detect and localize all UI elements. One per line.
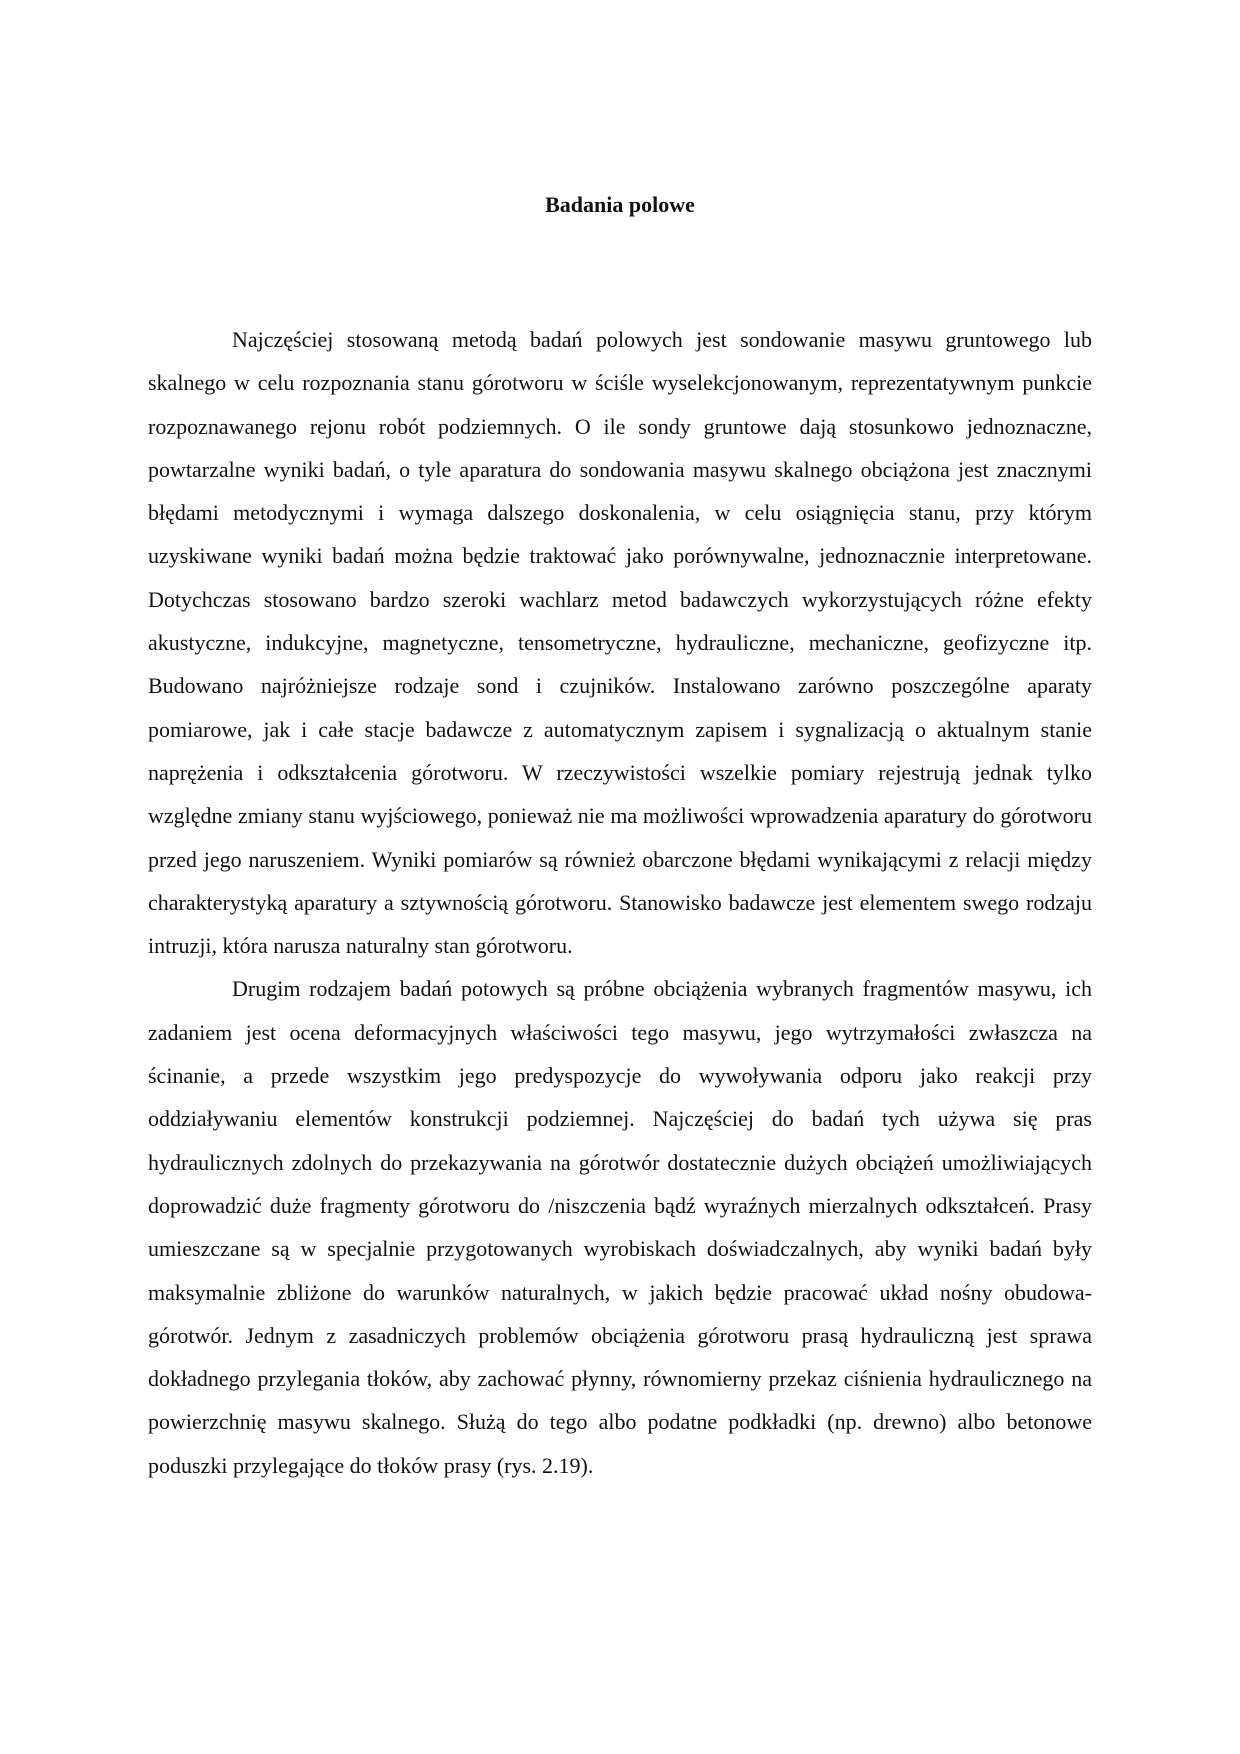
document-body bbox=[148, 318, 1092, 1487]
paragraph-1: Najczęściej stosowaną metodą badań polowych jest sondowanie masywu gruntowego lub skalnego w celu rozpoznania stanu górotworu w ściśle wyselekcjonowanym, reprezentatywnym punkcie rozpoznawanego rejonu robót podziemnych. O ile sondy gruntowe dają stosunkowo jednoznaczne, powtarzalne wyniki badań, o tyle aparatura do sondowania masywu skalnego obciążona jest znacznymi błędami metodycznymi i wymaga dalszego doskonalenia, w celu osiągnięcia stanu, przy którym uzyskiwane wyniki badań można będzie traktować jako porównywalne, jednoznacznie interpretowane. Dotychczas stosowano bardzo szeroki wachlarz metod badawczych wykorzystujących różne efekty akustyczne, indukcyjne, magnetyczne, tensometryczne, hydrauliczne, mechaniczne, geofizyczne itp. Budowano najróżniejsze rodzaje sond i czujników. Instalowano zarówno poszczególne aparaty pomiarowe, jak i całe stacje badawcze z automatycznym zapisem i sygnalizacją o aktualnym stanie naprężenia i odkształcenia górotworu. W rzeczywistości wszelkie pomiary rejestrują jednak tylko względne zmiany stanu wyjściowego, ponieważ nie ma możliwości wprowadzenia aparatury do górotworu przed jego naruszeniem. Wyniki pomiarów są również obarczone błędami wynikającymi z relacji między charakterystyką aparatury a sztywnością górotworu. Stanowisko badawcze jest elementem swego rodzaju intruzji, która narusza naturalny stan górotworu. bbox=[148, 327, 1092, 959]
paragraph-2: Drugim rodzajem badań potowych są próbne obciążenia wybranych fragmentów masywu, ich zadaniem jest ocena deformacyjnych właściwości tego masywu, jego wytrzymałości zwłaszcza na ścinanie, a przede wszystkim jego predyspozycje do wywoływania odporu jako reakcji przy oddziaływaniu elementów konstrukcji podziemnej. Najczęściej do badań tych używa się pras hydraulicznych zdolnych do przekazywania na górotwór dostatecznie dużych obciążeń umożliwiających doprowadzić duże fragmenty górotworu do /niszczenia bądź wyraźnych mierzalnych odkształceń. Prasy umieszczane są w specjalnie przygotowanych wyrobiskach doświadczalnych, aby wyniki badań były maksymalnie zbliżone do warunków naturalnych, w jakich będzie pracować układ nośny obudowa-górotwór. Jednym z zasadniczych problemów obciążenia górotworu prasą hydrauliczną jest sprawa dokładnego przylegania tłoków, aby zachować płynny, równomierny przekaz ciśnienia hydraulicznego na powierzchnię masywu skalnego. Służą do tego albo podatne podkładki (np. drewno) albo betonowe poduszki przylegające do tłoków prasy (rys. 2.19). bbox=[148, 976, 1092, 1478]
page-title: Badania polowe bbox=[545, 192, 695, 217]
